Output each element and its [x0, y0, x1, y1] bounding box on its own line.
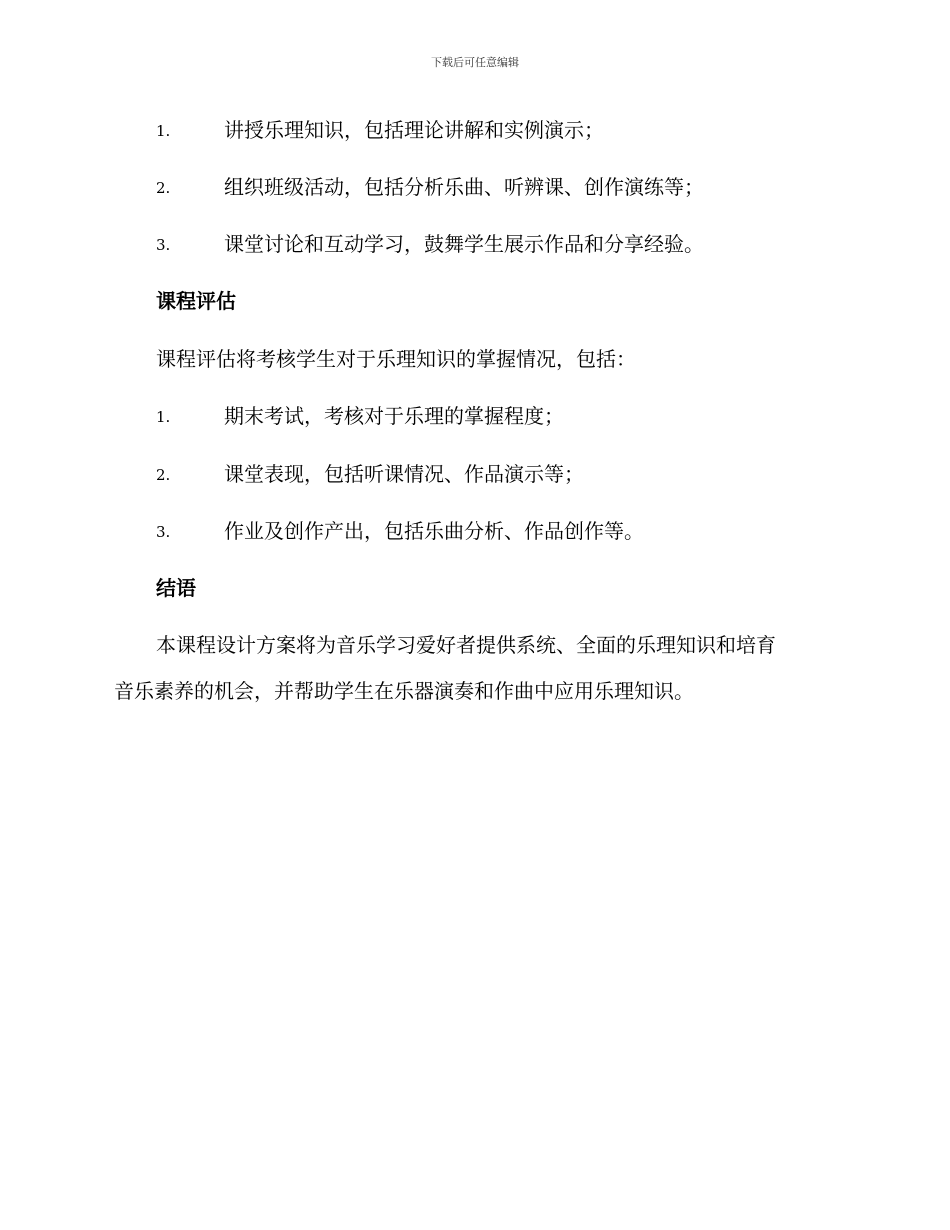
section-heading-assessment: 课程评估 [156, 289, 236, 313]
conclusion-paragraph-line-2: 音乐素养的机会，并帮助学生在乐器演奏和作曲中应用乐理知识。 [114, 679, 694, 703]
page-header-note: 下载后可任意编辑 [431, 56, 519, 69]
list-item-number: 2. [156, 466, 171, 484]
list-item-text: 期末考试，考核对于乐理的掌握程度； [224, 404, 564, 428]
list-item-number: 3. [156, 523, 171, 541]
assessment-intro: 课程评估将考核学生对于乐理知识的掌握情况，包括： [156, 347, 636, 371]
list-item-number: 2. [156, 179, 171, 197]
conclusion-paragraph-line-1: 本课程设计方案将为音乐学习爱好者提供系统、全面的乐理知识和培育 [156, 633, 776, 657]
list-item-text: 课堂表现，包括听课情况、作品演示等； [224, 462, 584, 486]
list-item-text: 作业及创作产出，包括乐曲分析、作品创作等。 [224, 519, 644, 543]
list-item-text: 组织班级活动，包括分析乐曲、听辨课、创作演练等； [224, 175, 704, 199]
section-heading-conclusion: 结语 [156, 576, 196, 600]
list-item-text: 课堂讨论和互动学习，鼓舞学生展示作品和分享经验。 [224, 232, 704, 256]
list-item-text: 讲授乐理知识，包括理论讲解和实例演示； [224, 118, 604, 142]
list-item-number: 3. [156, 236, 171, 254]
list-item-number: 1. [156, 408, 171, 426]
list-item-number: 1. [156, 122, 171, 140]
